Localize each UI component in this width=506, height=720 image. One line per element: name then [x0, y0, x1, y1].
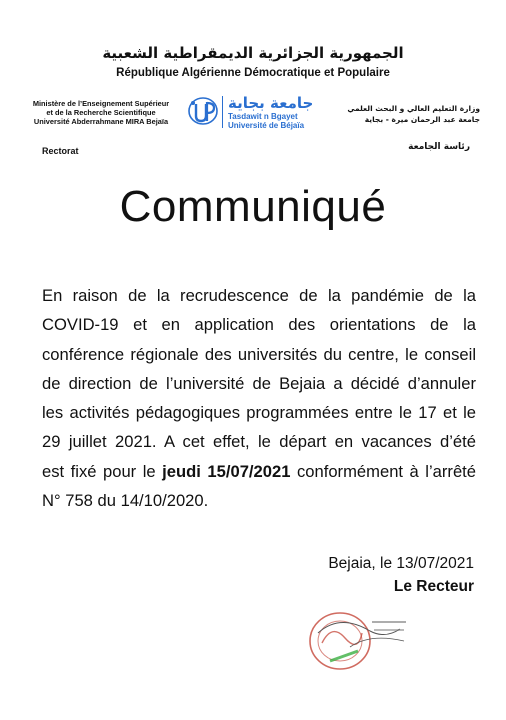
- university-line-ar: جامعة عبد الرحمان ميرة - بجاية: [364, 115, 480, 124]
- body-line: 29 juillet 2021. A cet effet, le départ en vacances d’été: [42, 432, 476, 452]
- official-stamp-signature: [300, 603, 410, 683]
- body-line: de direction de l’université de Bejaia a décidé d’annuler: [42, 373, 476, 393]
- ministry-block-arabic: [330, 103, 480, 125]
- rectorat-label-arabic: رئاسة الجامعة: [408, 142, 470, 152]
- body-line: N° 758 du 14/10/2020.: [42, 491, 209, 511]
- page-title: Communiqué: [119, 182, 387, 231]
- logo-arabic-name: جامعة بجاية: [228, 94, 314, 112]
- university-line: Université Abderrahmane MIRA Bejaïa: [33, 117, 169, 126]
- ministry-line: et de la Recherche Scientifique: [46, 108, 156, 117]
- body-text-segment: est fixé pour le: [42, 461, 163, 481]
- ministry-line-ar: وزارة التعليم العالي و البحث العلمي: [347, 104, 480, 113]
- ministry-block-french: [22, 99, 180, 126]
- country-name-arabic: الجمهورية الجزائرية الديمقراطية الشعبية: [102, 44, 404, 62]
- body-line: COVID-19 et en application des orientations de la: [42, 315, 476, 335]
- logo-french-name: Université de Béjaïa: [228, 121, 305, 130]
- communique-body: [42, 281, 476, 515]
- holiday-start-date: jeudi 15/07/2021: [162, 461, 291, 481]
- logo-emblem-icon: [189, 98, 217, 124]
- logo-kabyle-name: Tasdawit n Bgayet: [228, 112, 298, 121]
- body-text-segment: conformément à l’arrêté: [290, 461, 477, 481]
- rectorat-label: Rectorat: [42, 146, 79, 156]
- ministry-line: Ministère de l’Enseignement Supérieur: [32, 99, 170, 108]
- signer-title: Le Recteur: [393, 578, 474, 595]
- body-line: En raison de la recrudescence de la pandémie de la: [42, 286, 476, 305]
- body-line: conférence régionale des universités du centre, le conseil: [42, 344, 476, 364]
- country-name-french: République Algérienne Démocratique et Populaire: [116, 67, 390, 79]
- place-and-date: Bejaia, le 13/07/2021: [328, 555, 474, 572]
- body-line: les activités pédagogiques programmées entre le 17 et le: [42, 403, 476, 423]
- body-line: [42, 457, 476, 486]
